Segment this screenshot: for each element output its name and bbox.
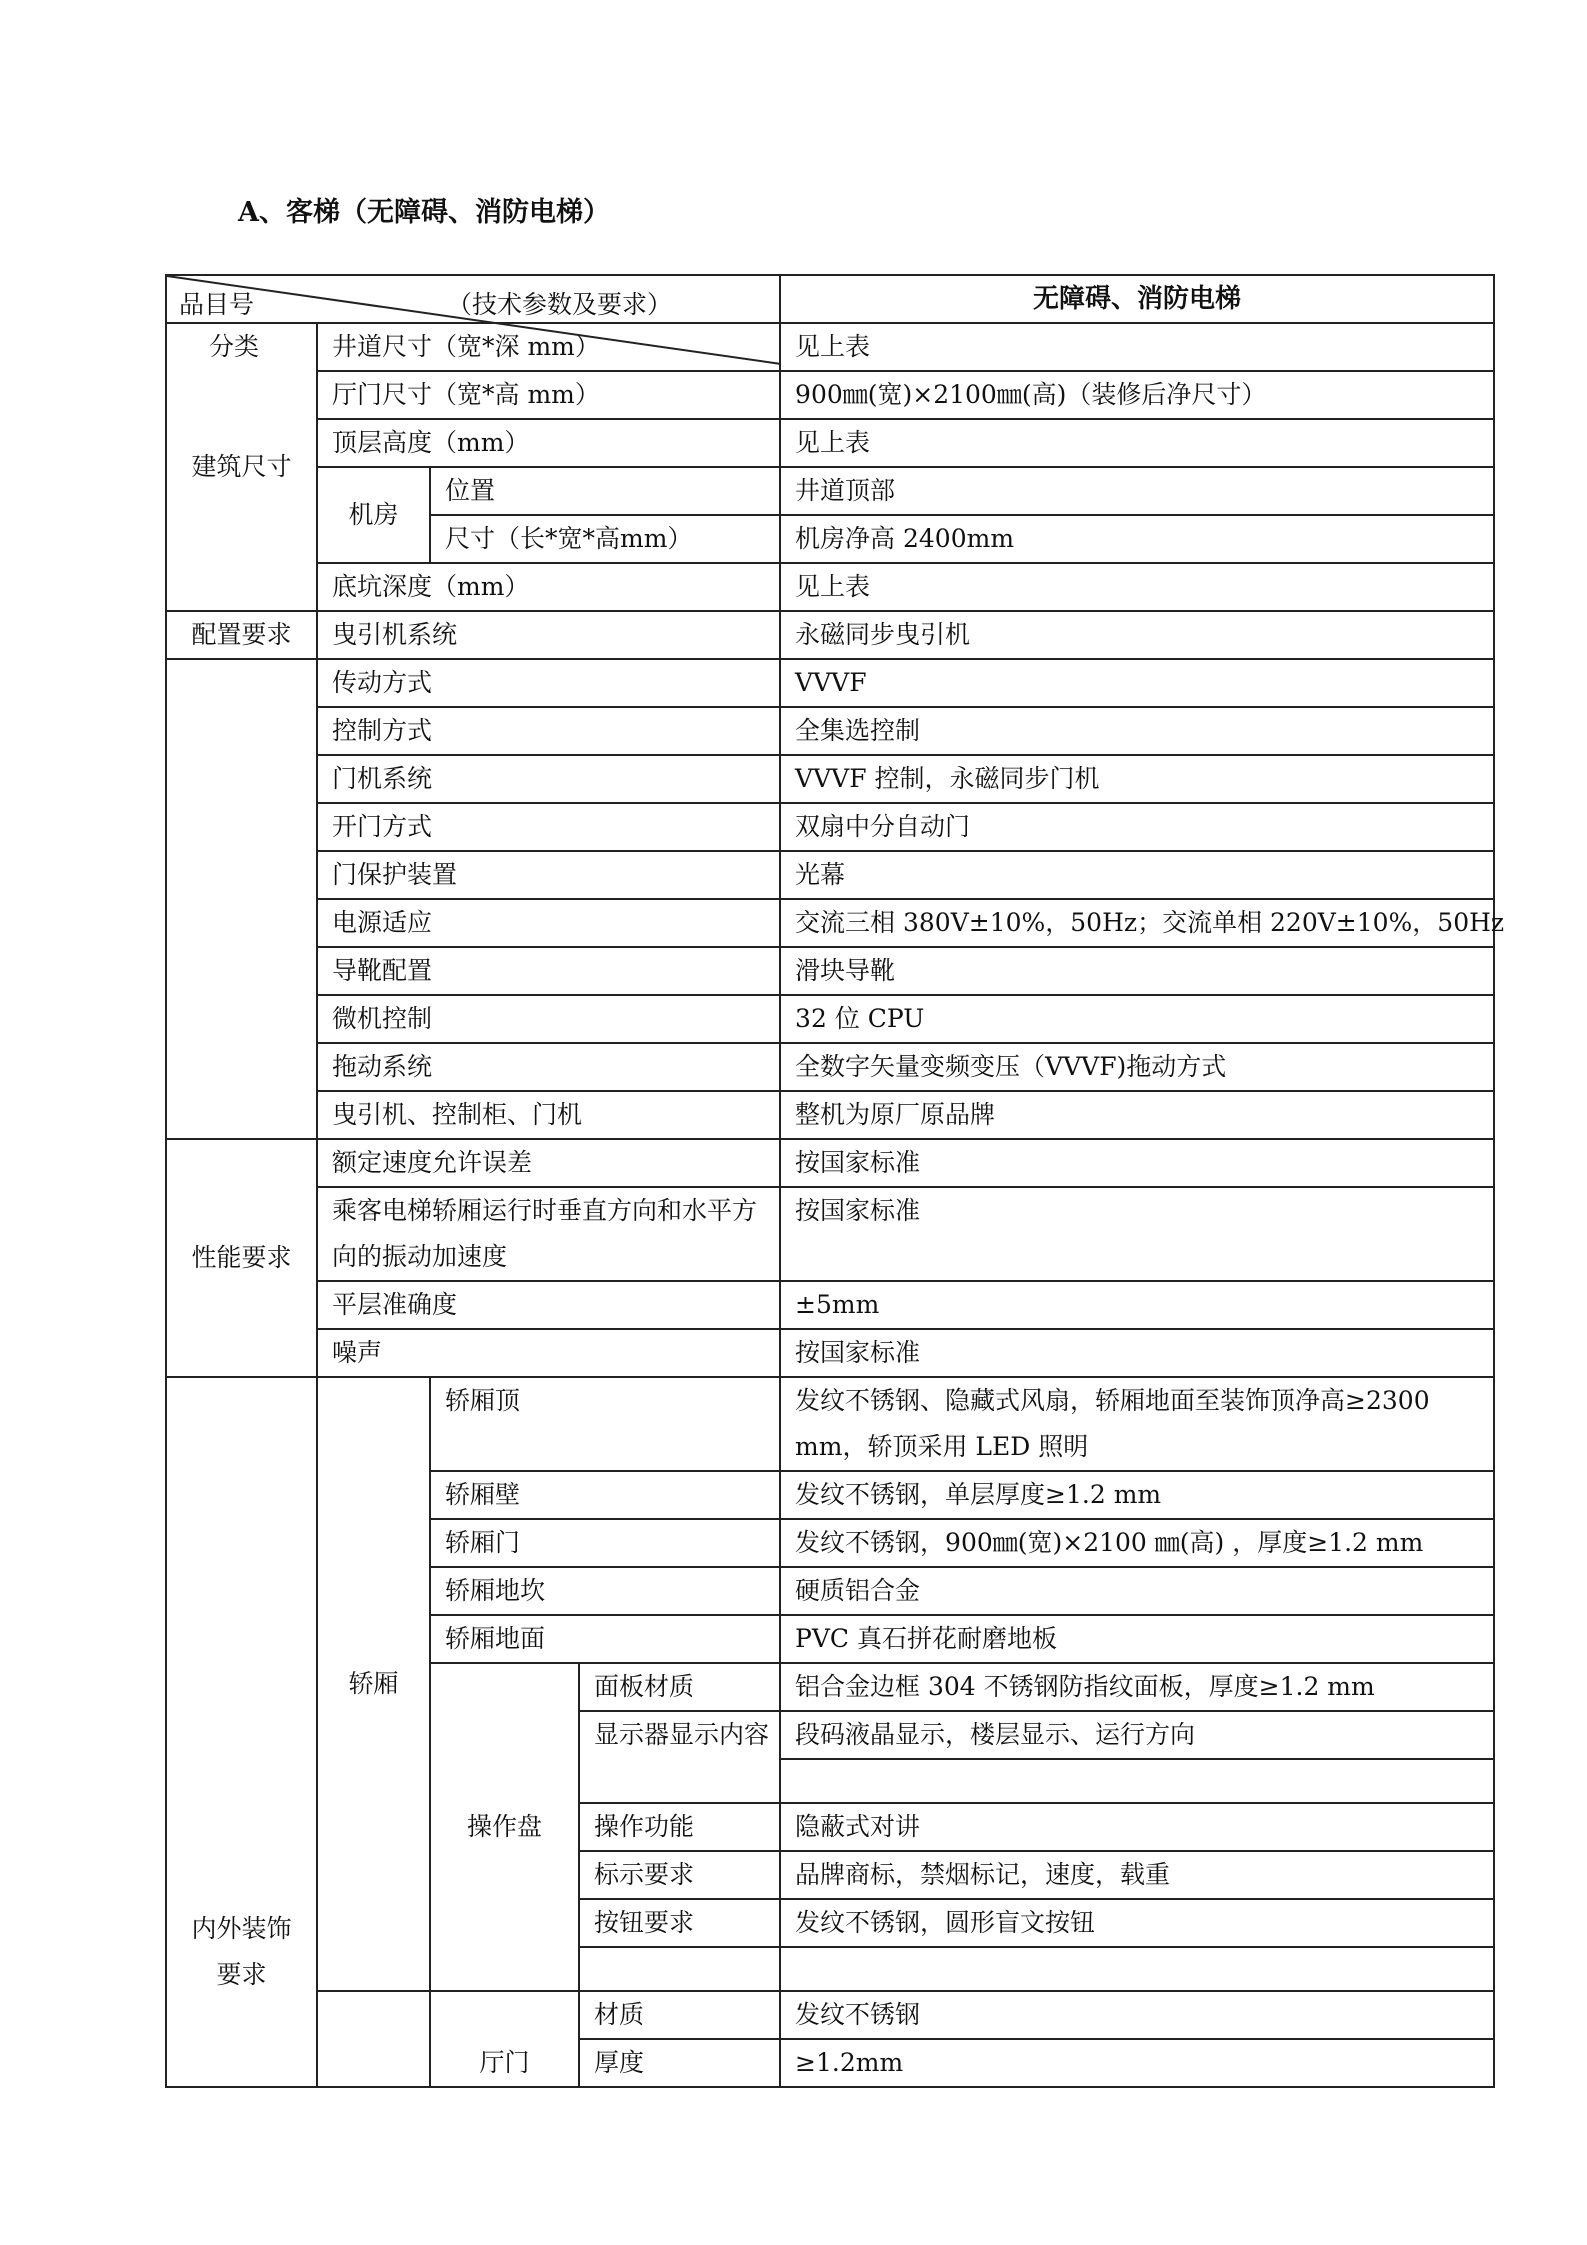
value-cell: 段码液晶显示，楼层显示、运行方向 bbox=[780, 1711, 1494, 1759]
decoration-label-line2: 要求 bbox=[216, 1960, 267, 1989]
param-cell: 额定速度允许误差 bbox=[317, 1139, 780, 1187]
value-cell: VVVF bbox=[780, 659, 1494, 707]
spec-table bbox=[165, 274, 1505, 2088]
value-cell: 发纹不锈钢、隐藏式风扇，轿厢地面至装饰顶净高≥2300 mm，轿顶采用 LED 照明 bbox=[780, 1377, 1494, 1471]
param-cell: 操作功能 bbox=[579, 1803, 780, 1851]
config-spacer-cell bbox=[166, 659, 317, 1139]
table-row bbox=[166, 1139, 1494, 1187]
value-cell: 隐蔽式对讲 bbox=[780, 1803, 1494, 1851]
param-cell: 门机系统 bbox=[317, 755, 780, 803]
param-cell: 轿厢地坎 bbox=[430, 1567, 780, 1615]
config-label: 配置要求 bbox=[166, 611, 317, 659]
param-cell: 厚度 bbox=[579, 2039, 780, 2087]
value-cell: 见上表 bbox=[780, 419, 1494, 467]
table-row bbox=[166, 419, 1494, 467]
param-cell: 显示器显示内容 bbox=[579, 1711, 780, 1803]
value-cell: 发纹不锈钢，单层厚度≥1.2 mm bbox=[780, 1471, 1494, 1519]
value-cell: VVVF 控制，永磁同步门机 bbox=[780, 755, 1494, 803]
value-cell: 光幕 bbox=[780, 851, 1494, 899]
value-cell: 900㎜(宽)×2100㎜(高)（装修后净尺寸） bbox=[780, 371, 1494, 419]
building-label: 建筑尺寸 bbox=[166, 323, 317, 611]
param-cell: 标示要求 bbox=[579, 1851, 780, 1899]
param-cell: 电源适应 bbox=[317, 899, 780, 947]
table-row bbox=[166, 659, 1494, 707]
table-row bbox=[166, 755, 1494, 803]
param-cell: 面板材质 bbox=[579, 1663, 780, 1711]
value-cell: 全集选控制 bbox=[780, 707, 1494, 755]
cop-label: 操作盘 bbox=[430, 1663, 579, 1991]
table-row bbox=[166, 611, 1494, 659]
value-cell: ±5mm bbox=[780, 1281, 1494, 1329]
param-cell: 底坑深度（mm） bbox=[317, 563, 780, 611]
param-cell: 开门方式 bbox=[317, 803, 780, 851]
value-cell: ≥1.2mm bbox=[780, 2039, 1494, 2087]
table-row bbox=[166, 1187, 1494, 1281]
table-row bbox=[166, 467, 1494, 515]
param-cell: 曳引机、控制柜、门机 bbox=[317, 1091, 780, 1139]
hall-door-label: 厅门 bbox=[430, 1991, 579, 2087]
header-row bbox=[166, 275, 1494, 323]
param-cell: 导靴配置 bbox=[317, 947, 780, 995]
value-cell: 交流三相 380V±10%，50Hz；交流单相 220V±10%，50Hz bbox=[780, 899, 1494, 947]
decoration-label-line1: 内外装饰 bbox=[191, 1914, 292, 1943]
param-cell: 轿厢门 bbox=[430, 1519, 780, 1567]
param-cell: 拖动系统 bbox=[317, 1043, 780, 1091]
value-cell-empty bbox=[780, 1947, 1494, 1991]
performance-label: 性能要求 bbox=[166, 1139, 317, 1377]
header-main-title: 无障碍、消防电梯 bbox=[780, 275, 1494, 323]
param-cell: 噪声 bbox=[317, 1329, 780, 1377]
param-cell: 厅门尺寸（宽*高 mm） bbox=[317, 371, 780, 419]
table-row bbox=[166, 947, 1494, 995]
param-cell: 轿厢地面 bbox=[430, 1615, 780, 1663]
value-cell: 滑块导靴 bbox=[780, 947, 1494, 995]
value-cell-empty bbox=[780, 1759, 1494, 1803]
value-cell: 品牌商标，禁烟标记，速度，载重 bbox=[780, 1851, 1494, 1899]
value-cell: 32 位 CPU bbox=[780, 995, 1494, 1043]
header-class-label: 分类 bbox=[209, 332, 260, 361]
param-cell: 轿厢顶 bbox=[430, 1377, 780, 1471]
decoration-label bbox=[166, 1377, 317, 2087]
param-cell: 控制方式 bbox=[317, 707, 780, 755]
param-cell: 按钮要求 bbox=[579, 1899, 780, 1947]
table-row bbox=[166, 803, 1494, 851]
table-row bbox=[166, 995, 1494, 1043]
table-row bbox=[166, 851, 1494, 899]
value-cell: 按国家标准 bbox=[780, 1139, 1494, 1187]
value-cell: 双扇中分自动门 bbox=[780, 803, 1494, 851]
value-cell: 整机为原厂原品牌 bbox=[780, 1091, 1494, 1139]
param-cell: 井道尺寸（宽*深 mm） bbox=[317, 323, 780, 371]
value-cell: 硬质铝合金 bbox=[780, 1567, 1494, 1615]
machine-room-label: 机房 bbox=[317, 467, 430, 563]
table-row bbox=[166, 1091, 1494, 1139]
header-req-label: （技术参数及要求） bbox=[447, 290, 673, 319]
param-cell: 传动方式 bbox=[317, 659, 780, 707]
car-label: 轿厢 bbox=[317, 1377, 430, 1991]
param-cell: 尺寸（长*宽*高mm） bbox=[430, 515, 780, 563]
param-cell: 微机控制 bbox=[317, 995, 780, 1043]
table-row bbox=[166, 371, 1494, 419]
page-title: A、客梯（无障碍、消防电梯） bbox=[238, 197, 610, 228]
value-cell: 发纹不锈钢 bbox=[780, 1991, 1494, 2039]
value-cell: 井道顶部 bbox=[780, 467, 1494, 515]
table-row bbox=[166, 1991, 1494, 2039]
param-cell-empty bbox=[579, 1947, 780, 1991]
value-cell: 见上表 bbox=[780, 323, 1494, 371]
param-cell: 曳引机系统 bbox=[317, 611, 780, 659]
param-cell: 材质 bbox=[579, 1991, 780, 2039]
param-cell: 轿厢壁 bbox=[430, 1471, 780, 1519]
header-group-label: 品目号 bbox=[179, 290, 255, 319]
param-cell: 门保护装置 bbox=[317, 851, 780, 899]
param-cell: 平层准确度 bbox=[317, 1281, 780, 1329]
value-cell: 按国家标准 bbox=[780, 1329, 1494, 1377]
param-cell: 乘客电梯轿厢运行时垂直方向和水平方向的振动加速度 bbox=[317, 1187, 780, 1281]
value-cell: 发纹不锈钢，圆形盲文按钮 bbox=[780, 1899, 1494, 1947]
table-row bbox=[166, 563, 1494, 611]
value-cell: 永磁同步曳引机 bbox=[780, 611, 1494, 659]
table-row bbox=[166, 1043, 1494, 1091]
table-row bbox=[166, 899, 1494, 947]
hall-spacer-cell bbox=[317, 1991, 430, 2087]
value-cell: 铝合金边框 304 不锈钢防指纹面板，厚度≥1.2 mm bbox=[780, 1663, 1494, 1711]
table-row bbox=[166, 1329, 1494, 1377]
table-row bbox=[166, 707, 1494, 755]
value-cell: 全数字矢量变频变压（VVVF)拖动方式 bbox=[780, 1043, 1494, 1091]
value-cell: 机房净高 2400mm bbox=[780, 515, 1494, 563]
param-cell: 顶层高度（mm） bbox=[317, 419, 780, 467]
table-row bbox=[166, 1281, 1494, 1329]
value-cell: 发纹不锈钢，900㎜(宽)×2100 ㎜(高) ，厚度≥1.2 mm bbox=[780, 1519, 1494, 1567]
table-row bbox=[166, 1377, 1494, 1471]
value-cell: PVC 真石拼花耐磨地板 bbox=[780, 1615, 1494, 1663]
value-cell: 按国家标准 bbox=[780, 1187, 1494, 1281]
param-cell: 位置 bbox=[430, 467, 780, 515]
value-cell: 见上表 bbox=[780, 563, 1494, 611]
